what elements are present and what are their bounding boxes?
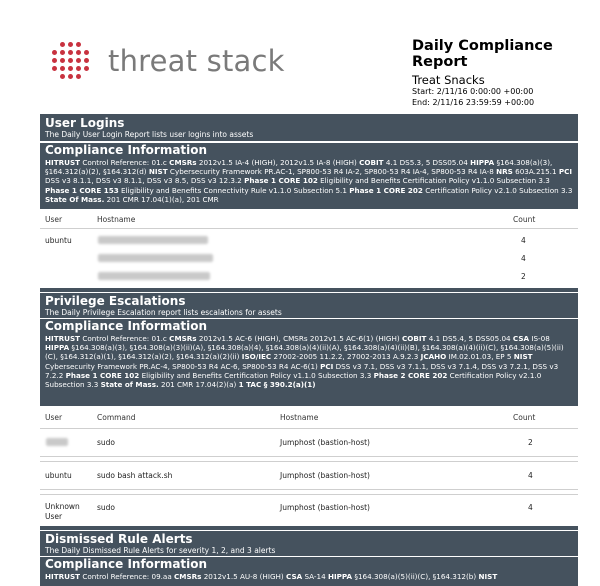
standard-name: JCAHO bbox=[420, 352, 447, 362]
column-command: Command bbox=[97, 413, 136, 422]
standard-name: CSA bbox=[286, 572, 303, 581]
standard-name: Phase 1 CORE 102 bbox=[244, 176, 318, 186]
table-row bbox=[40, 228, 578, 290]
row-command: sudo bbox=[97, 503, 116, 512]
logo-dot bbox=[76, 42, 81, 47]
report-end-time: End: 2/11/16 23:59:59 +00:00 bbox=[412, 98, 535, 107]
redacted-hostname bbox=[98, 254, 213, 262]
logo-dot bbox=[68, 66, 73, 71]
row-count: 2 bbox=[521, 272, 526, 281]
dismissed-compliance bbox=[40, 557, 578, 586]
logo-dot bbox=[60, 58, 65, 63]
threat-stack-logo bbox=[50, 40, 310, 84]
standard-name: PCI bbox=[320, 361, 334, 371]
standard-name: NRS bbox=[496, 167, 513, 177]
section-description: The Daily Privilege Escalation report lists escalations for assets bbox=[45, 308, 282, 317]
logo-dot bbox=[60, 66, 65, 71]
report-header bbox=[0, 0, 600, 112]
compliance-text: HITRUST Control Reference: 09.aa CMSRs 2012v1.5 AU-8 (HIGH) CSA SA-14 HIPPA §164.308(a)(5)(ii)(C), §164.312(b) NIST bbox=[45, 572, 498, 581]
row-count: 4 bbox=[521, 236, 526, 245]
row-user: ubuntu bbox=[45, 471, 72, 480]
section-description: The Daily User Login Report lists user logins into assets bbox=[45, 130, 254, 139]
standard-name: CSA bbox=[512, 334, 530, 343]
standard-name: NIST bbox=[513, 352, 533, 362]
standard-name: CMSRs bbox=[169, 158, 197, 167]
section-description: The Daily Dismissed Rule Alerts for severity 1, 2, and 3 alerts bbox=[45, 546, 276, 555]
logo-dot bbox=[76, 74, 81, 79]
row-count: 2 bbox=[528, 438, 533, 447]
logo-dots-icon bbox=[50, 40, 94, 84]
logo-text: threat stack bbox=[108, 44, 285, 78]
section-title: Dismissed Rule Alerts bbox=[45, 532, 193, 546]
logo-dot bbox=[76, 58, 81, 63]
standard-name: State of Mass. bbox=[100, 380, 159, 390]
report-start-time: Start: 2/11/16 0:00:00 +00:00 bbox=[412, 87, 534, 96]
logo-dot bbox=[76, 66, 81, 71]
logo-dot bbox=[68, 42, 73, 47]
column-user: User bbox=[45, 413, 63, 422]
logo-dot bbox=[60, 42, 65, 47]
row-command: sudo bbox=[97, 438, 116, 447]
standard-name: 1 TAC § 390.2(a)(1) bbox=[238, 380, 316, 390]
standard-name: NIST bbox=[478, 572, 498, 581]
standard-name: COBIT bbox=[359, 158, 384, 167]
standard-name: PCI bbox=[558, 167, 573, 177]
standard-name: CMSRs bbox=[174, 572, 202, 581]
section-divider bbox=[40, 288, 578, 292]
section-title: Privilege Escalations bbox=[45, 294, 186, 308]
logo-dot bbox=[68, 74, 73, 79]
table-row bbox=[40, 461, 578, 490]
row-user: Unknown User bbox=[45, 502, 80, 521]
privilege-escalations-header bbox=[40, 293, 578, 318]
row-command: sudo bash attack.sh bbox=[97, 471, 173, 480]
standard-name: HITRUST bbox=[45, 334, 81, 343]
privilege-compliance bbox=[40, 319, 578, 406]
compliance-text: HITRUST Control Reference: 01.c CMSRs 2012v1.5 AC-6 (HIGH), CMSRs 2012v1.5 AC-6(1) (HIGH) COBIT 4.1 DS5.4, 5 DSS05.04 CSA IS-08 HIPPA §164.308(a)(3), §164.308(a)(3)(ii)(A), §164.308(a)(4), §164.308(a)(4)(ii)(A), §164.308(a)(4)(ii)(B), §164.308(a)(4)(ii)(C), §164.308(a)(5)(ii)(C), §164.312(a)(1), §164.312(a)(2), §164.312(a)(2)(ii) ISO/IEC 27002-2005 11.2.2, 27002-2013 A.9.2.3 JCAHO IM.02.01.03, EP 5 NIST Cybersecurity Framework PR.AC-4, SP800-53 R4 AC-6, SP800-53 R4 AC-6(1) PCI DSS v3 7.1, DSS v3 7.1.1, DSS v3 7.1.4, DSS v3 7.2.1, DSS v3 7.2.2 Phase 1 CORE 102 Eligibility and Benefits Certification Policy v1.1.0 Subsection 3.3 Phase 2 CORE 202 Certification Policy v2.1.0 Subsection 3.3 State of Mass. 201 CMR 17.04(2)(a) 1 TAC § 390.2(a)(1) bbox=[45, 334, 564, 390]
row-hostname: Jumphost (bastion-host) bbox=[280, 471, 370, 480]
user-logins-header bbox=[40, 114, 578, 141]
standard-name: Phase 1 CORE 202 bbox=[349, 185, 423, 195]
logo-dot bbox=[84, 50, 89, 55]
redacted-hostname bbox=[98, 236, 208, 244]
standard-name: Phase 1 CORE 102 bbox=[65, 370, 140, 380]
dismissed-alerts-header bbox=[40, 531, 578, 556]
standard-name: HITRUST bbox=[45, 572, 81, 581]
logo-dot bbox=[60, 74, 65, 79]
logo-dot bbox=[68, 50, 73, 55]
standard-name: ISO/IEC bbox=[241, 352, 272, 362]
column-count: Count bbox=[513, 413, 536, 422]
section-title: User Logins bbox=[45, 116, 125, 130]
logo-dot bbox=[60, 50, 65, 55]
logo-dot bbox=[52, 66, 57, 71]
logo-dot bbox=[76, 50, 81, 55]
standard-name: HITRUST bbox=[45, 158, 81, 167]
compliance-title: Compliance Information bbox=[45, 557, 208, 571]
column-user: User bbox=[45, 215, 63, 224]
standard-name: Phase 1 CORE 153 bbox=[45, 185, 119, 195]
user-logins-compliance bbox=[40, 143, 578, 209]
logo-dot bbox=[84, 66, 89, 71]
standard-name: State Of Mass. bbox=[45, 194, 105, 204]
logo-dot bbox=[52, 50, 57, 55]
standard-name: HIPPA bbox=[45, 343, 70, 353]
row-user: ubuntu bbox=[45, 236, 72, 245]
user-logins-table-header bbox=[40, 211, 578, 228]
standard-name: COBIT bbox=[401, 334, 427, 343]
table-row bbox=[40, 428, 578, 457]
standard-name: Phase 2 CORE 202 bbox=[373, 370, 448, 380]
section-divider bbox=[40, 526, 578, 530]
row-count: 4 bbox=[521, 254, 526, 263]
logo-dot bbox=[84, 58, 89, 63]
compliance-text: HITRUST Control Reference: 01.c CMSRs 2012v1.5 IA-4 (HIGH), 2012v1.5 IA-8 (HIGH) COBIT 4.1 DS5.3, 5 DSS05.04 HIPPA §164.308(a)(3), §164.312(a)(2), §164.312(d) NIST Cybersecurity Framework PR.AC-1, SP800-53 R4 IA-2, SP800-53 R4 IA-4, SP800-53 R4 IA-8 NRS 603A.215.1 PCI DSS v3 8.1.1, DSS v3 8.1.1, DSS v3 8.5, DSS v3 12.3.2 Phase 1 CORE 102 Eligibility and Benefits Certification Policy v1.1.0 Subsection 3.3 Phase 1 CORE 153 Eligibility and Benefits Connectivity Rule v1.1.0 Subsection 5.1 Phase 1 CORE 202 Certification Policy v2.1.0 Subsection 3.3 State Of Mass. 201 CMR 17.04(1)(a), 201 CMR bbox=[45, 158, 573, 204]
report-title: Daily Compliance Report bbox=[412, 38, 553, 70]
standard-name: NIST bbox=[148, 167, 168, 177]
compliance-title: Compliance Information bbox=[45, 143, 208, 157]
report-organization: Treat Snacks bbox=[412, 73, 485, 87]
standard-name: CMSRs bbox=[169, 334, 197, 343]
logo-dot bbox=[68, 58, 73, 63]
redacted-user bbox=[46, 438, 68, 446]
column-hostname: Hostname bbox=[280, 413, 319, 422]
redacted-hostname bbox=[98, 272, 210, 280]
row-count: 4 bbox=[528, 471, 533, 480]
row-hostname: Jumphost (bastion-host) bbox=[280, 438, 370, 447]
standard-name: HIPPA bbox=[327, 572, 353, 581]
standard-name: HIPPA bbox=[470, 158, 495, 167]
column-count: Count bbox=[513, 215, 536, 224]
row-count: 4 bbox=[528, 503, 533, 512]
privilege-table-header bbox=[40, 409, 578, 426]
table-row bbox=[40, 494, 578, 528]
row-hostname: Jumphost (bastion-host) bbox=[280, 503, 370, 512]
column-hostname: Hostname bbox=[97, 215, 136, 224]
logo-dot bbox=[52, 58, 57, 63]
compliance-title: Compliance Information bbox=[45, 319, 208, 333]
